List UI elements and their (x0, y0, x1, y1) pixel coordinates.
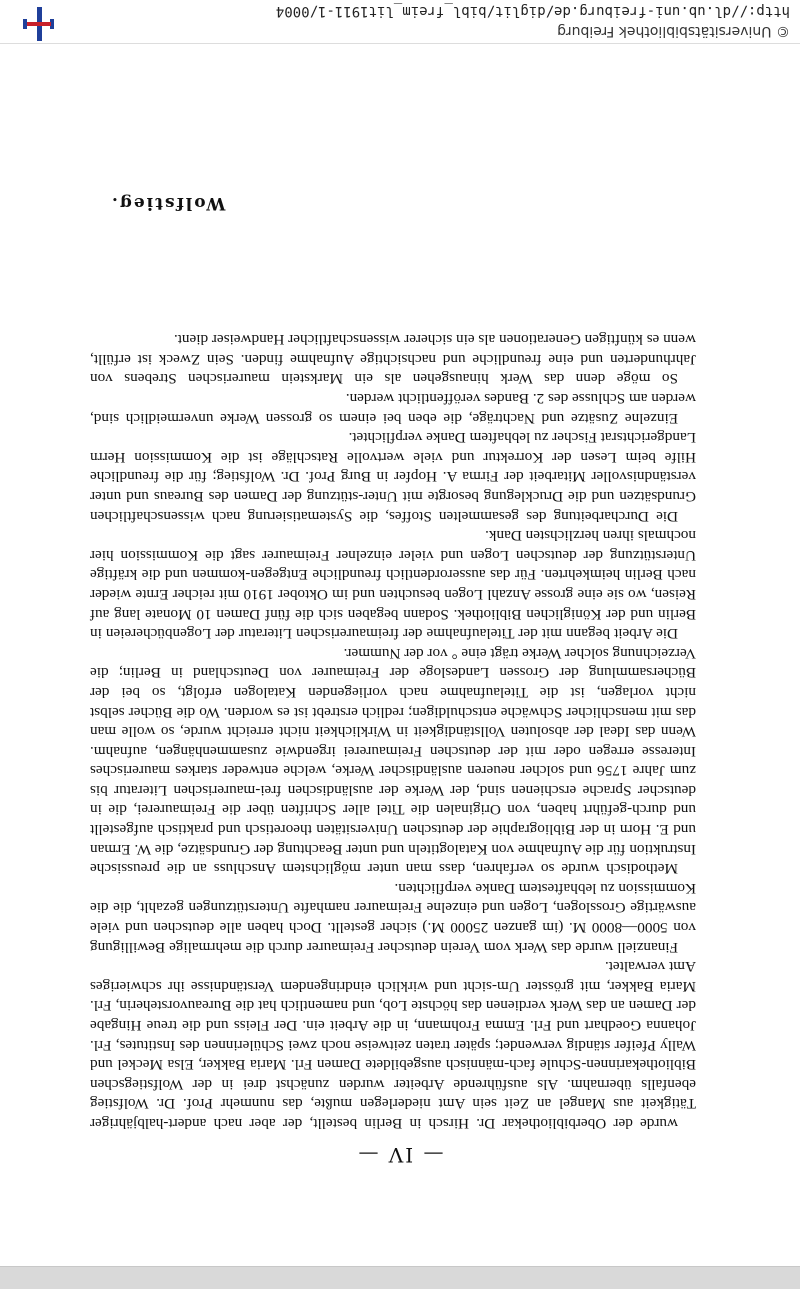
library-footer (0, 0, 800, 44)
paragraph-5: Die Durcharbeitung des gesammelten Stoffes, die Systematisierung nach wissenschaftlichen Grundsätzen und die Drucklegung besorgte mit Unter-stützung der Damen des Bureaus und unter verständnisvoller Mitarbeit der Firma A. Hopfer in Burg Prof. Dr. Wolfstieg; für die freundliche Hilfe beim Lesen der Korrektur und viele wertvolle Ratschläge ist die Kommission Herrn Landgerichtsrat Fischer zu lebhaftem Danke verpflichtet. (90, 429, 696, 525)
paragraph-2: Finanziell wurde das Werk vom Verein deutscher Freimaurer durch die mehrmalige Bewilligung von 5000—8000 M. (im ganzen 25000 M.) sicher gestellt. Doch haben alle deutschen und viele auswärtige Grosslogen, Logen und einzelne Freimaurer namhafte Unterstützungen gezahlt, die die Kommission zu lebhaftestem Danke verpflichten. (90, 879, 696, 956)
top-border-strip (0, 1266, 800, 1289)
paragraph-1: wurde der Oberbibliothekar Dr. Hirsch in Berlin bestellt, der aber nach andert-halbjähriger Tätigkeit aus Mangel an Zeit sein Amt niederlegen mußte, das nunmehr Prof. Dr. Wolfstieg ebenfalls übernahm. Als ausführende Arbeiter wurden zunächst drei in der Wolfstiegschen Bibliothekarinnen-Schule fach-männisch ausgebildete Damen Frl. Maria Bakker, Elsa Meckel und Wally Pfeifer ständig verwendet; später traten zeitweise noch zwei Schülerinnen des Institutes, Frl. Johanna Goedhart und Frl. Emma Frohmann, in die Arbeit ein. Der Fleiss und die treue Hingabe der Damen an das Werk verdienen das höchste Lob, und namentlich hat die Bureauvorsteherin, Frl. Maria Bakker, mit grösster Um-sicht und wirklich eindringendem Verständnisse ihr schwieriges Amt verwaltet. (90, 958, 696, 1132)
paragraph-7: So möge denn das Werk hinausgehen als ein Markstein maurerischen Strebens von Jahrhunderten und eine freundliche und nachsichtige Aufnahme finden. Sein Zweck ist erfüllt, wenn es künftigen Generationen als ein sicherer wissenschaftlicher Handweiser dient. (90, 331, 696, 388)
signature: Wolfstieg. (110, 193, 226, 213)
permalink-url[interactable]: http://dl.ub.uni-freiburg.de/diglit/bibl_freim_lit1911-1/0004 (275, 3, 790, 19)
paragraph-4: Die Arbeit begann mit der Titelaufnahme der freimaurerischen Literatur der Logenbüchereien in Berlin und der Königlichen Bibliothek. Sodann begaben sich die fünf Damen 10 Monate lang auf Reisen, wo sie eine grosse Anzahl Logen besuchten und im Oktober 1910 mit reicher Ernte wieder nach Berlin heimkehrten. Für das ausserordentlich freundliche Entgegen-kommen und die kräftige Unterstützung der deutschen Logen und vieler einzelner Freimaurer sagt die Kommission hier nochmals ihren herzlichsten Dank. (90, 527, 696, 643)
library-logo-icon (12, 3, 60, 43)
copyright-credit: © Universitätsbibliothek Freiburg (557, 23, 790, 39)
page-number: — IV — (356, 1143, 444, 1167)
page-body-text (90, 330, 696, 1133)
paragraph-3: Methodisch wurde so verfahren, dass man unter möglichstem Anschluss an die preussische Instruktion für die Aufnahme von Katalogtiteln und unter Beachtung der Grundsätze, die W. Erman und E. Horn in der Bibliographie der deutschen Universitäten theoretisch und praktisch aufgestellt und durch-geführt haben, von Originalen die Titel aller Schriften über die Freimaurerei, die in deutscher Sprache erschienen sind, der Werke der ausländischen frei-maurerischen Literatur bis zum Jahre 1756 und solcher neueren ausländischer Werke, welche entweder starkes maurerisches Interesse erregen oder mit der deutschen Freimaurerei irgendwie zusammenhängen, aufnahm. Wenn das Ideal der absoluten Vollständigkeit in Wirklichkeit nicht erreicht wurde, so wolle man das mit menschlicher Schwäche entschuldigen; redlich erstrebt ist es worden. Wo die Bücher selbst nicht vorlagen, ist die Titelaufnahme nach vorliegenden Katalogen erfolgt, so bei der Büchersammlung der Grossen Landesloge der Freimaurer von Deutschland in Berlin; die Verzeichnung solcher Werke trägt eine ° vor der Nummer. (90, 644, 696, 878)
paragraph-6: Einzelne Zusätze und Nachträge, die eben bei einem so grossen Werke unvermeidlich sind, werden am Schlusse des 2. Bandes veröffentlicht werden. (90, 390, 696, 427)
